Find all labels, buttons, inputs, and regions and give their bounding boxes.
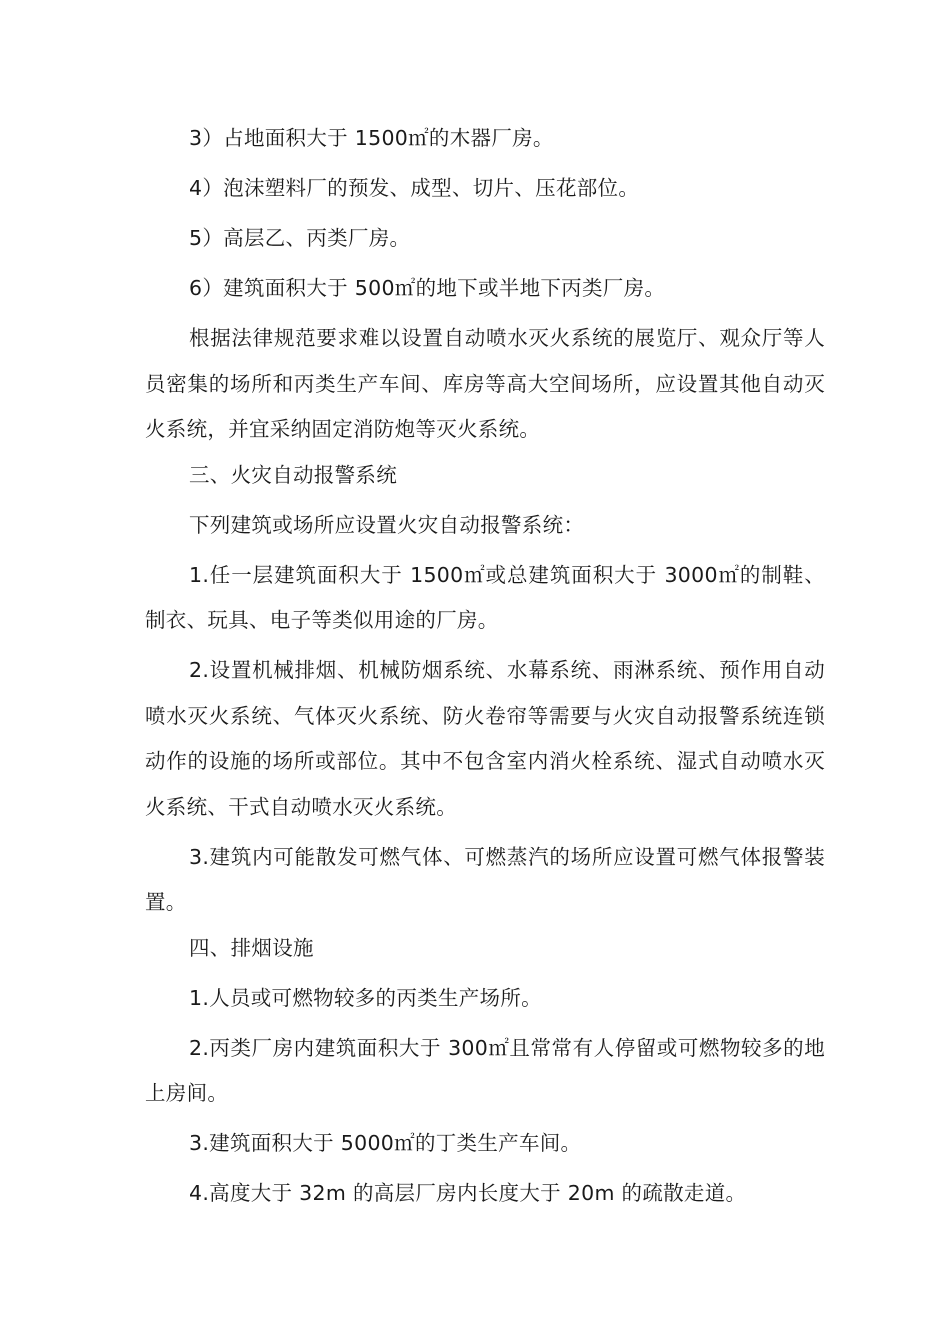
section-heading-3: 三、火灾自动报警系统 [189, 462, 397, 487]
smoke-item-4: 4.高度大于 32m 的高层厂房内长度大于 20m 的疏散走道。 [189, 1181, 747, 1205]
alarm-item-3: 3.建筑内可能散发可燃气体、可燃蒸汽的场所应设置可燃气体报警装置。 [145, 844, 825, 914]
body-paragraph: 根据法律规范要求难以设置自动喷水灭火系统的展览厅、观众厅等人员密集的场所和丙类生产车间、库房等高大空间场所，应设置其他自动灭火系统，并宜采纳固定消防炮等灭火系统。 [145, 326, 825, 441]
smoke-item-1: 1.人员或可燃物较多的丙类生产场所。 [189, 985, 542, 1010]
smoke-item-2: 2.丙类厂房内建筑面积大于 300㎡且常常有人停留或可燃物较多的地上房间。 [145, 1035, 825, 1105]
alarm-item-1: 1.任一层建筑面积大于 1500㎡或总建筑面积大于 3000㎡的制鞋、制衣、玩具、电子等类似用途的厂房。 [145, 562, 825, 632]
list-item-3: 3）占地面积大于 1500㎡的木器厂房。 [189, 126, 554, 150]
section-heading-4: 四、排烟设施 [189, 935, 314, 960]
list-item-6: 6）建筑面积大于 500㎡的地下或半地下丙类厂房。 [189, 276, 666, 300]
document-body [145, 116, 825, 1217]
smoke-item-3: 3.建筑面积大于 5000㎡的丁类生产车间。 [189, 1131, 582, 1155]
alarm-item-2: 2.设置机械排烟、机械防烟系统、水幕系统、雨淋系统、预作用自动喷水灭火系统、气体灭火系统、防火卷帘等需要与火灾自动报警系统连锁动作的设施的场所或部位。其中不包含室内消火栓系统、湿式自动喷水灭火系统、干式自动喷水灭火系统。 [145, 658, 825, 819]
list-item-5: 5）高层乙、丙类厂房。 [189, 226, 411, 250]
list-item-4: 4）泡沫塑料厂的预发、成型、切片、压花部位。 [189, 176, 640, 200]
section-intro: 下列建筑或场所应设置火灾自动报警系统： [189, 512, 585, 537]
